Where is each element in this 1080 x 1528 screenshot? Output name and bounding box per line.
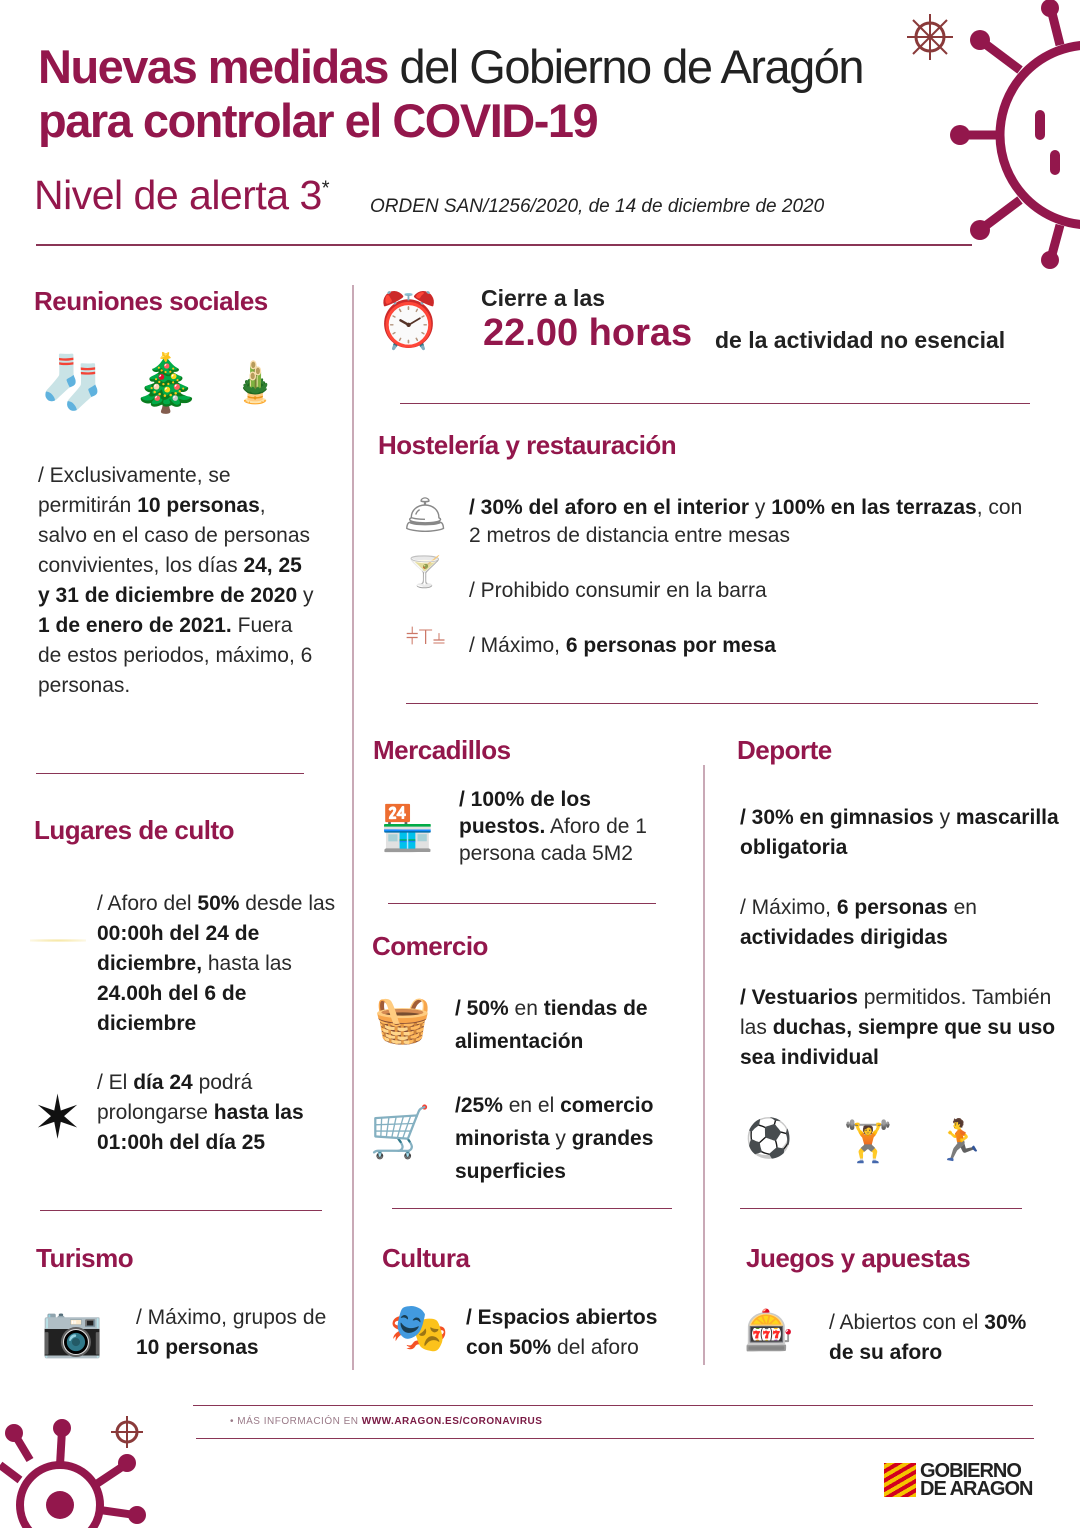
logo-text-line1: GOBIERNO xyxy=(920,1460,1021,1482)
light-glow-icon xyxy=(28,920,88,960)
text-segment: , salvo en el caso de personas convivientes, los días xyxy=(38,494,311,577)
text-segment: / Máximo, xyxy=(740,896,837,919)
divider xyxy=(703,765,705,1365)
text-segment: , con 2 metros de distancia entre mesas xyxy=(469,496,1023,547)
theater-masks-icon: 🎭 xyxy=(389,1302,449,1355)
text-segment: del aforo xyxy=(551,1336,639,1359)
comercio-text-2 xyxy=(455,1089,700,1188)
text-segment: 24, 25 y 31 de diciembre de 2020 xyxy=(38,554,302,607)
table-chairs-icon: ⫩⊤⫨ xyxy=(405,624,446,649)
text-segment: / Aforo del xyxy=(97,892,198,915)
section-heading-cultura: Cultura xyxy=(382,1243,470,1273)
text-segment: /25% xyxy=(455,1094,503,1117)
virus-icon xyxy=(940,0,1080,270)
deporte-text-2 xyxy=(740,893,1060,953)
text-segment: hasta las 01:00h del día 25 xyxy=(97,1101,304,1154)
text-segment: / Espacios abiertos con 50% xyxy=(466,1306,658,1359)
divider xyxy=(352,285,354,1370)
more-info-label: MÁS INFORMACIÓN EN xyxy=(237,1416,362,1427)
section-heading-mercadillos: Mercadillos xyxy=(373,735,511,765)
section-heading-culto: Lugares de culto xyxy=(34,815,235,845)
section-heading-turismo: Turismo xyxy=(36,1243,134,1273)
cultura-text xyxy=(466,1303,686,1363)
text-segment: podrá prolongarse xyxy=(97,1071,253,1124)
divider xyxy=(406,703,1038,704)
cierre-rest: de la actividad no esencial xyxy=(715,327,1006,353)
food-basket-icon: 🧺 xyxy=(374,992,432,1045)
reuniones-text xyxy=(38,461,318,701)
divider xyxy=(400,403,1030,404)
text-segment: / 30% del aforo en el interior xyxy=(469,496,750,519)
text-segment: en xyxy=(508,997,544,1020)
christmas-tree-icon: 🎄 xyxy=(131,350,201,414)
text-segment: 00:00h del 24 de diciembre, xyxy=(97,922,260,975)
text-segment: permitidos. También las xyxy=(740,986,1052,1039)
text-segment: en el xyxy=(502,1094,561,1117)
cierre-label: Cierre a las xyxy=(481,285,606,311)
weightlifter-icon: 🏋 xyxy=(843,1119,893,1164)
divider xyxy=(388,903,656,904)
text-segment: 10 personas xyxy=(137,494,260,517)
divider xyxy=(36,244,972,246)
text-segment: duchas, siempre que su uso sea individual xyxy=(740,1016,1056,1069)
camera-icon: 📷 xyxy=(41,1302,104,1359)
text-segment: 6 personas xyxy=(836,896,948,919)
more-info: • MÁS INFORMACIÓN EN WWW.ARAGON.ES/CORONAVIRUS xyxy=(230,1416,543,1427)
text-segment: para controlar el COVID-19 xyxy=(38,94,598,147)
comercio-text-1 xyxy=(455,992,695,1058)
page-title xyxy=(38,40,918,148)
section-heading-hosteleria: Hostelería y restauración xyxy=(378,430,677,460)
divider xyxy=(392,1208,672,1209)
text-segment: / 50% xyxy=(455,997,509,1020)
cocktail-icon: 🍸 xyxy=(406,556,444,589)
text-segment: 6 personas por mesa xyxy=(565,634,776,657)
text-segment: hasta las xyxy=(202,952,292,975)
text-segment: / Prohibido consumir en la barra xyxy=(469,579,767,602)
divider xyxy=(36,773,304,774)
text-segment: / Exclusivamente, se permitirán xyxy=(38,464,231,517)
shopping-cart-icon: 🛒 xyxy=(369,1104,432,1160)
footnote-mark: * xyxy=(321,177,330,200)
juegos-text xyxy=(829,1308,1049,1368)
divider xyxy=(40,1210,322,1211)
section-heading-reuniones: Reuniones sociales xyxy=(34,286,268,316)
culto-text-1 xyxy=(97,889,347,1039)
alert-level-text: Nivel de alerta 3 xyxy=(34,172,322,218)
text-segment: tiendas de alimentación xyxy=(455,997,648,1053)
hosteleria-text-1 xyxy=(469,494,1039,550)
text-segment: comercio minorista xyxy=(455,1094,654,1150)
logo-text-line2: DE ARAGON xyxy=(920,1478,1033,1500)
hosteleria-text-2 xyxy=(469,576,969,606)
text-segment: desde las xyxy=(239,892,336,915)
cloche-icon: 🛎 xyxy=(402,494,448,535)
more-info-link[interactable]: WWW.ARAGON.ES/CORONAVIRUS xyxy=(361,1416,543,1427)
alarm-clock-icon: ⏰ xyxy=(375,290,443,351)
text-segment: 30% de su aforo xyxy=(829,1311,1027,1364)
divider xyxy=(740,1208,1022,1209)
text-segment: Fuera de estos periodos, máximo, 6 personas. xyxy=(38,614,313,697)
section-heading-comercio: Comercio xyxy=(372,931,488,961)
runner-icon: 🏃 xyxy=(935,1118,985,1163)
text-segment: y xyxy=(933,806,956,829)
turismo-text xyxy=(136,1303,336,1363)
text-segment: / 30% en gimnasios xyxy=(740,806,934,829)
text-segment: / 100% de los puestos. xyxy=(459,788,591,838)
text-segment: en xyxy=(947,896,977,919)
text-segment: día 24 xyxy=(133,1071,193,1094)
text-segment: / Vestuarios xyxy=(740,986,858,1009)
text-segment: / El xyxy=(97,1071,134,1094)
text-segment: Aforo de 1 persona cada 5M2 xyxy=(459,815,647,865)
mercadillos-text xyxy=(459,786,674,867)
text-segment: del Gobierno de Aragón xyxy=(387,40,863,93)
market-stall-icon: 🏪 xyxy=(380,803,435,853)
text-segment: mascarilla obligatoria xyxy=(740,806,1059,859)
gobierno-aragon-logo xyxy=(884,1462,1032,1498)
alert-level xyxy=(34,172,329,219)
star-sparkle-icon: ✶ xyxy=(32,1083,83,1151)
text-segment: / Abiertos con el xyxy=(829,1311,985,1334)
cierre-hour: 22.00 horas xyxy=(483,312,693,354)
christmas-ornaments-icon: 🎍 xyxy=(230,361,280,405)
text-segment: 10 personas xyxy=(136,1336,259,1359)
deporte-text-3 xyxy=(740,983,1060,1073)
text-segment: 1 de enero de 2021. xyxy=(38,614,232,637)
order-reference: ORDEN SAN/1256/2020, de 14 de diciembre de 2020 xyxy=(370,196,825,217)
text-segment: y xyxy=(749,496,772,519)
text-segment: Nuevas medidas xyxy=(38,40,388,93)
culto-text-2 xyxy=(97,1068,337,1158)
small-virus-icon xyxy=(110,1415,144,1449)
divider xyxy=(196,1438,1034,1439)
text-segment: 100% en las terrazas xyxy=(771,496,977,519)
divider xyxy=(193,1405,1033,1406)
christmas-stocking-icon: 🧦 xyxy=(39,354,105,412)
text-segment: / Máximo, grupos de xyxy=(136,1306,327,1329)
text-segment: 24.00h del 6 de diciembre xyxy=(97,982,247,1035)
text-segment: 50% xyxy=(197,892,240,915)
text-segment: actividades dirigidas xyxy=(740,926,948,949)
text-segment: / Máximo, xyxy=(469,634,566,657)
section-heading-juegos: Juegos y apuestas xyxy=(746,1243,971,1273)
section-heading-deporte: Deporte xyxy=(737,735,832,765)
hosteleria-text-3 xyxy=(469,631,969,661)
text-segment: y xyxy=(549,1127,572,1150)
deporte-text-1 xyxy=(740,803,1060,863)
aragon-flag-icon xyxy=(884,1463,916,1497)
soccer-ball-icon: ⚽ xyxy=(745,1118,793,1160)
text-segment: grandes superficies xyxy=(455,1127,654,1183)
casino-chips-icon: 🎰 xyxy=(744,1308,794,1353)
text-segment: y xyxy=(297,584,314,607)
